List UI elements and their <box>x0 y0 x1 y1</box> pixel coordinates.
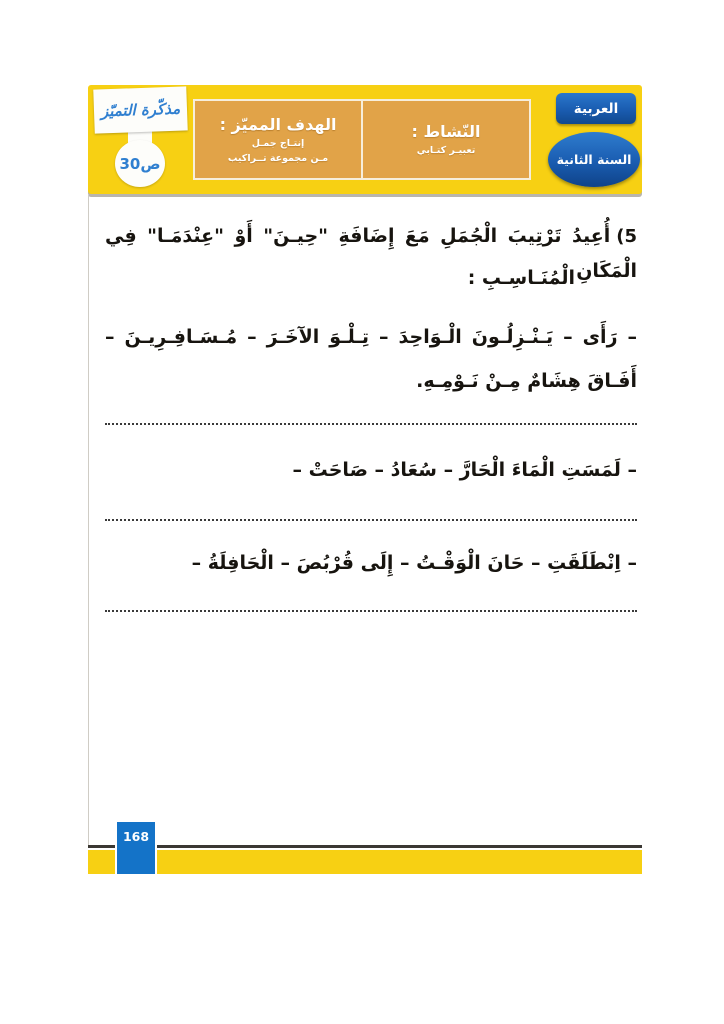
instruction-text: أُعِيدُ تَرْتِيبَ الْجُمَلِ مَعَ إِضَافَةِ "حِيـنَ" أَوْ "عِنْدَمَـا" فِي الْمَكَانِ <box>105 225 637 282</box>
objective-label: الهدف المميّز : <box>219 114 337 134</box>
page-left-edge <box>88 194 89 845</box>
activity-cell <box>363 101 529 178</box>
footer-rule <box>88 845 642 848</box>
objective-line2: مـن مجموعة تــراكيب <box>227 152 329 164</box>
activity-value: تعبيـر كتـابي <box>416 145 476 156</box>
exercise-item-3-line-1: – اِنْطَلَقَتِ – حَانَ الْوَقْـتُ – إِلَى قُرْبُصَ – الْحَافِلَةُ – <box>191 552 637 574</box>
footer-band <box>88 850 642 874</box>
subject-badge: العربية <box>556 93 636 124</box>
objective-cell <box>195 101 363 178</box>
header-band <box>88 85 642 194</box>
instruction-line-2: الْمُنَـاسِـبِ : <box>467 267 575 289</box>
exercise-item-1-line-2: أَفَـاقَ هِشَامٌ مِـنْ نَـوْمِـهِ. <box>416 370 637 392</box>
logo-title: مذكّرة التميّز <box>93 86 187 133</box>
exercise-item-2-line-1: – لَمَسَتِ الْمَاءَ الْحَارَّ – سُعَادُ – صَاحَتْ – <box>292 459 637 481</box>
exercise-item-1-line-1: – رَأَى – يَـنْـزِلُـونَ الْـوَاحِدَ – تِـلْـوَ الآخَـرَ – مُـسَـافِـرِيـنَ – <box>105 326 637 348</box>
answer-line-3 <box>105 610 637 612</box>
activity-label: النّشاط : <box>411 122 481 141</box>
question-number: (5 <box>616 226 637 247</box>
year-badge: السنة الثانية <box>548 132 640 187</box>
answer-line-1 <box>105 423 637 425</box>
lesson-info-box <box>193 99 531 180</box>
logo-page-ref: ص30 <box>115 140 165 187</box>
page-number-badge: 168 <box>117 822 155 874</box>
objective-line1: إنتـاج جمـل <box>251 137 305 149</box>
answer-line-2 <box>105 519 637 521</box>
